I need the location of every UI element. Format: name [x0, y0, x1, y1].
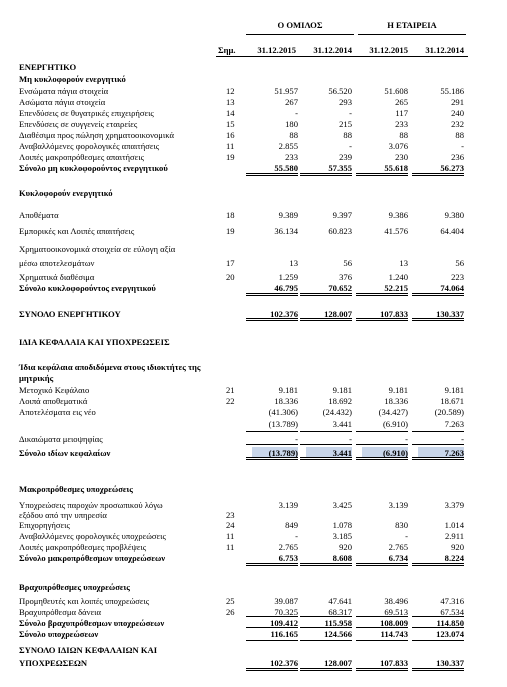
row-label: Μακροπρόθεσμες υποχρεώσεις [19, 484, 133, 494]
row-value: 88 [399, 130, 408, 140]
row-value: 130.337 [436, 309, 464, 319]
row-label: Σύνολο κυκλοφορούντος ενεργητικού [19, 283, 156, 293]
rule-line [412, 318, 464, 319]
row-value: 920 [451, 542, 464, 552]
row-value: 116.165 [270, 629, 298, 639]
rule-line [412, 431, 464, 432]
row-value: 56 [455, 258, 464, 268]
row-value: (6.910) [382, 448, 408, 458]
row-value: - [295, 434, 298, 444]
rule-line [300, 320, 352, 321]
rule-line [356, 563, 408, 564]
rule-line [300, 563, 352, 564]
row-value: 8.224 [444, 553, 464, 563]
row-value: 849 [285, 520, 298, 530]
row-value: 107.833 [380, 309, 408, 319]
rule-line [356, 565, 408, 566]
row-value: 2.911 [444, 531, 464, 541]
row-label: Σύνολο βραχυπρόθεσμων υποχρεώσεων [19, 618, 165, 628]
row-value: (24.432) [322, 407, 352, 417]
rule-line [356, 175, 408, 176]
rule-line [300, 175, 352, 176]
row-value: 6.734 [388, 553, 408, 563]
row-value: 9.386 [388, 210, 408, 220]
row-value: 41.576 [384, 226, 408, 236]
row-value: 9.181 [388, 385, 408, 395]
row-value: 55.618 [384, 163, 408, 173]
row-value: 8.608 [332, 553, 352, 563]
rule-line [300, 459, 352, 460]
rule-line [412, 616, 464, 617]
rule-line [412, 459, 464, 460]
row-label: ΣΥΝΟΛΟ ΕΝΕΡΓΗΤΙΚΟΥ [19, 309, 121, 319]
row-value: 2.855 [278, 141, 298, 151]
row-value: 1.240 [388, 272, 408, 282]
row-value: - [295, 108, 298, 118]
row-value: - [349, 434, 352, 444]
row-value: - [295, 531, 298, 541]
row-value: 88 [289, 130, 298, 140]
row-label: Σύνολο υποχρεώσεων [19, 629, 99, 639]
row-label: ΣΥΝΟΛΟ ΙΔΙΩΝ ΚΕΦΑΛΑΙΩΝ ΚΑΙ [19, 645, 158, 655]
row-value: 115.958 [324, 618, 352, 628]
row-value: 267 [285, 97, 298, 107]
row-label: Διαθέσιμα προς πώληση χρηματοοικονομικά [19, 130, 174, 140]
row-value: 74.064 [440, 283, 464, 293]
row-label: Βραχυπρόθεσμα δάνεια [19, 607, 101, 617]
row-label: Αποθέματα [19, 210, 59, 220]
row-value: 102.376 [270, 658, 298, 668]
row-value: 88 [455, 130, 464, 140]
rule-line [246, 173, 298, 174]
row-value: 180 [285, 119, 298, 129]
rule-line [246, 565, 298, 566]
row-note: 11 [226, 542, 235, 552]
rule-line [412, 668, 464, 669]
row-label: Λοιπές μακροπρόθεσμες προβλέψεις [19, 542, 147, 552]
row-label: Επενδύσεις σε θυγατρικές επιχειρήσεις [19, 108, 154, 118]
row-value: - [405, 531, 408, 541]
row-value: 114.850 [436, 618, 464, 628]
row-value: 9.181 [332, 385, 352, 395]
rule-line [356, 431, 408, 432]
row-label: ΕΝΕΡΓΗΤΙΚΟ [19, 62, 77, 72]
row-value: 3.139 [278, 500, 298, 510]
rule-line [246, 295, 298, 296]
rule-line [356, 318, 408, 319]
rule-line [412, 670, 464, 671]
row-value: 55.186 [440, 86, 464, 96]
row-value: 68.317 [328, 607, 352, 617]
row-label: Χρηματοοικονομικά στοιχεία σε εύλογη αξία [19, 244, 176, 254]
row-label: μέσω αποτελεσμάτων [19, 258, 95, 268]
row-label: Σύνολο ιδίων κεφαλαίων [19, 448, 111, 458]
row-value: 215 [339, 119, 352, 129]
rule-line [246, 627, 298, 628]
row-label: ΙΔΙΑ ΚΕΦΑΛΑΙΑ ΚΑΙ ΥΠΟΧΡΕΩΣΕΙΣ [19, 337, 170, 347]
row-label: Μετοχικό Κεφάλαιο [19, 385, 90, 395]
rule-line [412, 173, 464, 174]
row-value: 265 [395, 97, 408, 107]
row-value: 52.215 [384, 283, 408, 293]
rule-line [356, 459, 408, 460]
row-label: Δικαιώματα μειοψηφίας [19, 434, 103, 444]
rule-line [412, 293, 464, 294]
row-value: 47.316 [440, 596, 464, 606]
row-value: 64.404 [440, 226, 464, 236]
row-note: 20 [226, 272, 235, 282]
row-label: Ίδια κεφάλαια αποδιδόμενα στους ιδιοκτήτες της [19, 362, 201, 372]
row-value: 114.743 [380, 629, 408, 639]
rule-line [246, 175, 298, 176]
row-note: 19 [226, 226, 235, 236]
row-value: 13 [399, 258, 408, 268]
row-value: 233 [395, 119, 408, 129]
row-value: 3.076 [388, 141, 408, 151]
row-note: 16 [226, 130, 235, 140]
row-label: Προμηθευτές και λοιπές υποχρεώσεις [19, 596, 150, 606]
row-value: 7.263 [444, 448, 464, 458]
row-note: 11 [226, 531, 235, 541]
row-note: 18 [226, 210, 235, 220]
rule-line [412, 640, 464, 641]
rule-line [300, 668, 352, 669]
row-value: 128.007 [324, 309, 352, 319]
row-label: Αναβαλλόμενες φορολογικές απαιτήσεις [19, 141, 160, 151]
row-value: 38.496 [384, 596, 408, 606]
row-value: 3.425 [332, 500, 352, 510]
rule-line [300, 627, 352, 628]
row-value: 18.671 [440, 396, 464, 406]
rule-line [300, 616, 352, 617]
row-value: 47.641 [328, 596, 352, 606]
rule-line [412, 565, 464, 566]
rule-line [246, 563, 298, 564]
rule-line [246, 457, 298, 458]
row-value: 920 [339, 542, 352, 552]
rule-line [412, 627, 464, 628]
row-value: 3.441 [332, 448, 352, 458]
rule-line [356, 457, 408, 458]
row-value: 123.074 [436, 629, 464, 639]
row-value: (20.589) [434, 407, 464, 417]
row-value: 128.007 [324, 658, 352, 668]
rule-line [300, 173, 352, 174]
row-label: ΥΠΟΧΡΕΩΣΕΩΝ [19, 658, 88, 668]
row-label: Μη κυκλοφορούν ενεργητικό [19, 74, 126, 84]
row-value: - [461, 434, 464, 444]
row-value: 240 [451, 108, 464, 118]
rule-line [300, 565, 352, 566]
row-value: 109.412 [270, 618, 298, 628]
rule-line [412, 444, 464, 445]
rule-line [300, 295, 352, 296]
row-value: 70.652 [328, 283, 352, 293]
row-label: Σύνολο μακροπρόθεσμων υποχρεώσεων [19, 553, 166, 563]
row-value: 239 [339, 152, 352, 162]
row-value: 232 [451, 119, 464, 129]
row-value: 88 [343, 130, 352, 140]
row-value: 3.139 [388, 500, 408, 510]
row-value: 3.379 [444, 500, 464, 510]
rule-line [300, 431, 352, 432]
row-value: 18.336 [384, 396, 408, 406]
row-label: Σύνολο μη κυκλοφορούντος ενεργητικού [19, 163, 168, 173]
row-value: 1.259 [278, 272, 298, 282]
row-value: (6.910) [382, 419, 408, 429]
row-value: 130.337 [436, 658, 464, 668]
rule-line [356, 627, 408, 628]
row-value: 55.580 [274, 163, 298, 173]
row-value: 3.441 [332, 419, 352, 429]
row-value: 69.513 [384, 607, 408, 617]
row-value: 1.078 [332, 520, 352, 530]
row-value: - [461, 141, 464, 151]
rule-line [246, 668, 298, 669]
rule-line [246, 640, 298, 641]
row-note: 19 [226, 152, 235, 162]
row-note: 26 [226, 607, 235, 617]
row-value: 124.566 [324, 629, 352, 639]
row-value: 2.765 [278, 542, 298, 552]
rule-line [356, 670, 408, 671]
row-label: Υποχρεώσεις παροχών προσωπικού λόγω [19, 500, 163, 510]
row-note: 11 [226, 141, 235, 151]
col-header: 31.12.2015 [257, 45, 296, 55]
row-value: - [349, 108, 352, 118]
row-value: (13.789) [268, 448, 298, 458]
col-header: 31.12.2014 [425, 45, 464, 55]
row-value: 6.753 [278, 553, 298, 563]
row-value: 18.692 [328, 396, 352, 406]
rule-line [356, 295, 408, 296]
row-label: μητρικής [19, 373, 54, 383]
row-value: 18.336 [274, 396, 298, 406]
row-note: 13 [226, 97, 235, 107]
row-label: Επιχορηγήσεις [19, 520, 70, 530]
row-value: 291 [451, 97, 464, 107]
row-value: 2.765 [388, 542, 408, 552]
row-label: Βραχυπρόθεσμες υποχρεώσεις [19, 582, 130, 592]
row-value: 9.397 [332, 210, 352, 220]
row-value: 102.376 [270, 309, 298, 319]
row-note: 22 [226, 396, 235, 406]
row-note: 21 [226, 385, 235, 395]
rule-line [412, 175, 464, 176]
row-label: Λοιπά αποθεματικά [19, 396, 88, 406]
row-value: - [405, 434, 408, 444]
row-note: 23 [226, 510, 235, 520]
rule-line [246, 616, 298, 617]
row-value: 13 [289, 258, 298, 268]
row-value: 46.795 [274, 283, 298, 293]
row-value: 9.181 [278, 385, 298, 395]
row-value: 108.009 [380, 618, 408, 628]
row-value: 39.087 [274, 596, 298, 606]
row-value: 830 [395, 520, 408, 530]
row-value: 57.355 [328, 163, 352, 173]
row-value: 9.380 [444, 210, 464, 220]
note-header: Σημ. [218, 45, 236, 55]
row-value: 107.833 [380, 658, 408, 668]
row-label: Εμπορικές και Λοιπές απαιτήσεις [19, 226, 135, 236]
rule-line [412, 563, 464, 564]
row-value: (41.306) [268, 407, 298, 417]
group-header: Ο ΟΜΙΛΟΣ [277, 20, 323, 30]
rule-line [356, 640, 408, 641]
row-value: 56.520 [328, 86, 352, 96]
row-value: (13.789) [268, 419, 298, 429]
rule-line [412, 457, 464, 458]
row-label: Ενσώματα πάγια στοιχεία [19, 86, 109, 96]
row-label: Αναβαλλόμενες φορολογικές υποχρεώσεις [19, 531, 166, 541]
rule-line [300, 670, 352, 671]
row-value: 51.957 [274, 86, 298, 96]
row-label: Ασώματα πάγια στοιχεία [19, 97, 106, 107]
rule-line [412, 295, 464, 296]
row-value: 1.014 [444, 520, 464, 530]
row-label: εξόδου από την υπηρεσία [19, 510, 107, 520]
row-label: Κυκλοφορούν ενεργητικό [19, 188, 113, 198]
rule-line [356, 668, 408, 669]
rule-line [412, 320, 464, 321]
row-note: 25 [226, 596, 235, 606]
rule-line [246, 293, 298, 294]
row-value: 117 [395, 108, 408, 118]
rule-line [246, 431, 298, 432]
row-note: 12 [226, 86, 235, 96]
rule-line [246, 444, 298, 445]
row-value: 9.389 [278, 210, 298, 220]
row-value: 233 [285, 152, 298, 162]
rule-line [356, 616, 408, 617]
rule-line [300, 640, 352, 641]
row-value: 51.608 [384, 86, 408, 96]
row-note: 14 [226, 108, 235, 118]
row-value: 70.325 [274, 607, 298, 617]
row-label: Λοιπές μακροπρόθεσμες απαιτήσεις [19, 152, 144, 162]
col-header: 31.12.2014 [313, 45, 352, 55]
row-value: (34.427) [378, 407, 408, 417]
rule-line [356, 320, 408, 321]
rule-line [300, 318, 352, 319]
rule-line [246, 670, 298, 671]
row-value: 36.134 [274, 226, 298, 236]
row-label: Αποτελέσματα εις νέο [19, 407, 96, 417]
rule-line [356, 173, 408, 174]
row-note: 15 [226, 119, 235, 129]
row-value: 9.181 [444, 385, 464, 395]
row-value: 7.263 [444, 419, 464, 429]
company-header: Η ΕΤΑΙΡΕΙΑ [387, 20, 437, 30]
col-header: 31.12.2015 [369, 45, 408, 55]
row-note: 24 [226, 520, 235, 530]
row-value: - [349, 141, 352, 151]
row-value: 236 [451, 152, 464, 162]
row-value: 56 [343, 258, 352, 268]
rule-line [300, 444, 352, 445]
row-value: 223 [451, 272, 464, 282]
row-value: 376 [339, 272, 352, 282]
rule-line [246, 320, 298, 321]
row-label: Χρηματικά διαθέσιμα [19, 272, 95, 282]
row-value: 293 [339, 97, 352, 107]
row-value: 230 [395, 152, 408, 162]
row-note: 17 [226, 258, 235, 268]
rule-line [246, 459, 298, 460]
row-label: Επενδύσεις σε συγγενείς εταιρείες [19, 119, 138, 129]
rule-line [300, 457, 352, 458]
row-value: 3.185 [332, 531, 352, 541]
rule-line [300, 293, 352, 294]
row-value: 67.534 [440, 607, 464, 617]
rule-line [356, 444, 408, 445]
rule-line [356, 293, 408, 294]
rule-line [246, 318, 298, 319]
row-value: 60.823 [328, 226, 352, 236]
row-value: 56.273 [440, 163, 464, 173]
